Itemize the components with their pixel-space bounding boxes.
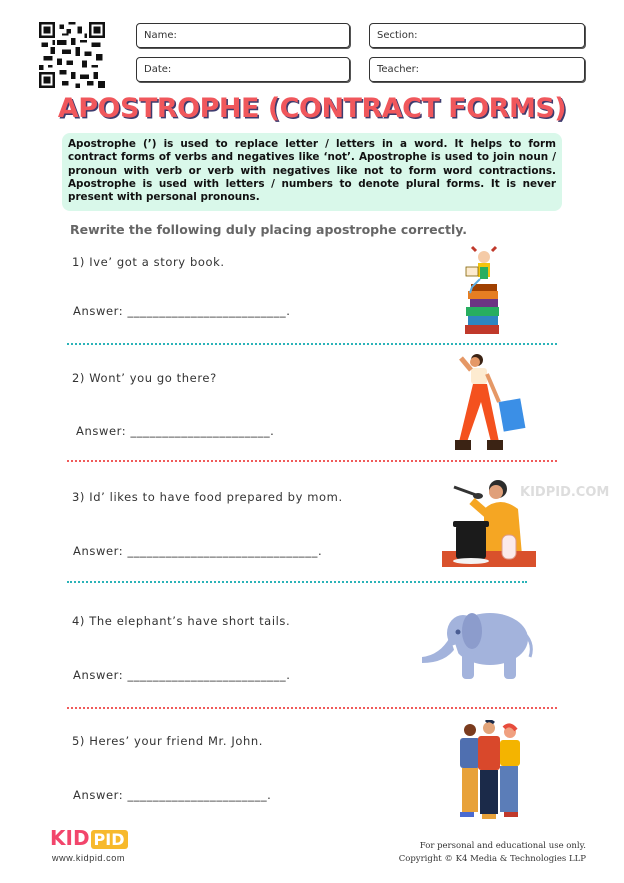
- elephant-illustration: [418, 605, 538, 690]
- name-label: Name:: [144, 30, 177, 41]
- explanation-box: Apostrophe (’) is used to replace letter / letters in a word. It helps to form contract forms of verbs and negatives like ‘not’. Apostrophe is used to join noun / pronoun with verb or verb with negatives like not to form word contractions. Apostrophe is used with letters / numbers to denote plural forms. It is never present with personal pronouns.: [62, 133, 562, 211]
- answer-3[interactable]: Answer: ______________________________.: [73, 544, 323, 558]
- logo-pid-text: PID: [91, 830, 128, 849]
- teacher-field[interactable]: [369, 57, 585, 82]
- answer-2[interactable]: Answer: ______________________.: [76, 424, 275, 438]
- instruction-text: Rewrite the following duly placing apostrophe correctly.: [70, 222, 468, 237]
- page-title: APOSTROPHE (CONTRACT FORMS): [57, 93, 567, 124]
- three-friends-illustration: [456, 720, 530, 825]
- answer-1[interactable]: Answer: _________________________.: [73, 304, 291, 318]
- question-5: 5) Heres’ your friend Mr. John.: [72, 734, 264, 748]
- question-3: 3) Id’ likes to have food prepared by mom.: [72, 490, 343, 504]
- copyright: Copyright © K4 Media & Technologies LLP: [398, 854, 586, 864]
- question-4: 4) The elephant’s have short tails.: [72, 614, 291, 628]
- qr-code: [38, 22, 106, 88]
- question-2: 2) Wont’ you go there?: [72, 371, 217, 385]
- separator-red: [67, 707, 557, 709]
- footer-notice: [399, 840, 586, 866]
- date-label: Date:: [144, 64, 172, 75]
- teacher-label: Teacher:: [377, 64, 419, 75]
- answer-5[interactable]: Answer: ______________________.: [73, 788, 272, 802]
- section-label: Section:: [377, 30, 418, 41]
- usage-note: For personal and educational use only.: [419, 841, 586, 851]
- answer-4[interactable]: Answer: _________________________.: [73, 668, 291, 682]
- name-field[interactable]: [136, 23, 350, 48]
- separator-teal: [67, 343, 557, 345]
- section-field[interactable]: [369, 23, 585, 48]
- kidpid-logo[interactable]: [50, 826, 128, 850]
- watermark: KIDPID.COM: [520, 485, 610, 500]
- separator-red: [67, 460, 557, 462]
- girl-on-books-illustration: [462, 245, 504, 342]
- website-url[interactable]: www.kidpid.com: [52, 853, 125, 863]
- woman-walking-with-bag-illustration: [447, 352, 529, 459]
- logo-kid-text: KID: [50, 826, 90, 850]
- separator-teal: [67, 581, 527, 583]
- question-1: 1) Ive’ got a story book.: [72, 255, 225, 269]
- date-field[interactable]: [136, 57, 350, 82]
